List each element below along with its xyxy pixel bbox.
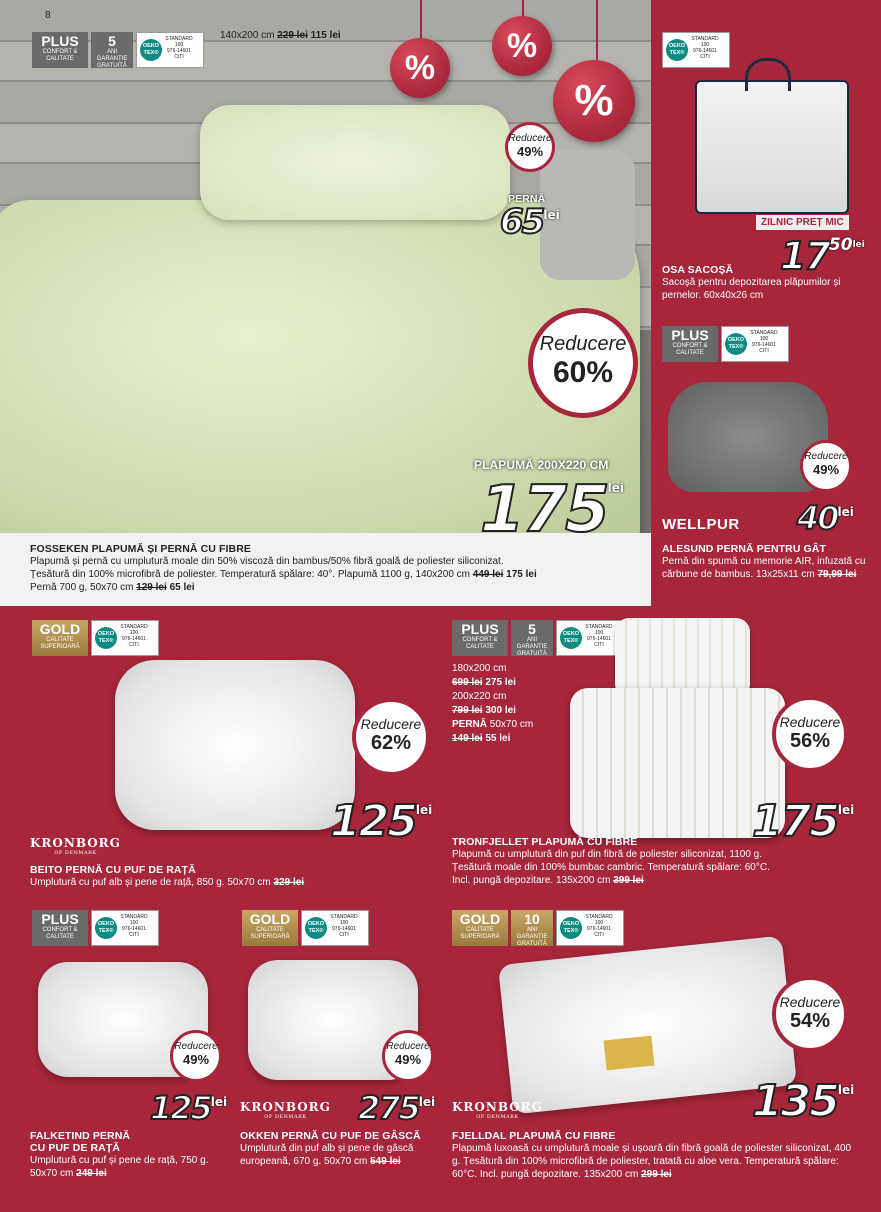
okken-badges [242,910,369,946]
fjelldal-price: $135^{lei}$ [752,1076,855,1127]
okken-price: $275^{lei}$ [358,1089,436,1127]
tag-string [420,0,422,38]
osa-price: $17^{50lei}$ [780,234,865,278]
plus-badge: PLUS CONFORT & CALITATE [452,620,508,656]
bag-handle [745,58,791,91]
warranty-badge: 5 ANI GARANȚIE GRATUITĂ [511,620,553,656]
fjelldal-badges [452,910,624,946]
tronfjellet-sizes: 180x200 cm 699 lei 275 lei 200x220 cm 799 lei 300 lei PERNĂ 50x70 cm 149 lei 55 lei [452,663,534,744]
tronfjellet-price: $175^{lei}$ [752,796,855,847]
oeko-tex-badge: OEKO TEX® STANDARD 100 976-14601 CITI [301,910,369,946]
discount-bubble: Reducere 56% [772,696,848,772]
plus-badge: PLUS CONFORT & CALITATE [662,326,718,362]
osa-caption [662,264,872,302]
fjelldal-caption [452,1130,852,1181]
pillow-label: PERNĂ [508,193,546,205]
product-title: OSA SACOȘĂ [662,264,734,276]
discount-bubble: Reducere 62% [352,698,430,776]
alesund-caption [662,543,872,581]
kronborg-logo: KRONBORG OF DENMARK [30,836,121,856]
pillow-image [200,105,510,220]
tronfjellet-badges [452,620,624,656]
product-title: ALESUND PERNĂ PENTRU GÂT [662,543,826,555]
falketind-price: $125^{lei}$ [150,1089,228,1127]
product-desc: Pernă 700 g, 50x70 cm 129 lei 65 lei [30,582,195,593]
pattern-pillow-image [615,618,750,698]
page-number: 8 [45,10,51,21]
alesund-price: $40^{lei}$ [797,499,854,537]
osa-badges [662,32,730,68]
product-desc: Umplutură din puf alb și pene de gâscă europeană, 670 g. 50x70 cm 549 lei [240,1143,414,1167]
beito-price: $125^{lei}$ [330,796,433,847]
tronfjellet-caption [452,836,782,887]
warranty-badge: 5 ANI GARANȚIE GRATUITĂ [91,32,133,68]
product-desc: Sacoșă pentru depozitarea plăpumilor și pernelor. 60x40x26 cm [662,277,841,301]
oeko-tex-badge: OEKO TEX® STANDARD 100 976-14601 CITI [721,326,789,362]
plus-badge: PLUS CONFORT & CALITATE [32,32,88,68]
tag-string [596,0,598,60]
discount-bubble: Reducere 60% [528,308,638,418]
oeko-tex-badge: OEKO TEX® STANDARD 100 976-14601 CITI [556,910,624,946]
kronborg-logo: KRONBORG OF DENMARK [240,1100,331,1120]
product-title: FOSSEKEN PLAPUMĂ ȘI PERNĂ CU FIBRE [30,543,252,555]
wellpur-logo: WELLPUR [662,516,740,533]
beito-badges [32,620,159,656]
gold-badge: GOLD CALITATE SUPERIOARĂ [32,620,88,656]
product-title: TRONFJELLET PLAPUMĂ CU FIBRE [452,836,638,848]
main-label: PLAPUMĂ 200X220 CM [474,458,609,472]
product-desc: Plapumă cu umplutură din puf din fibră de poliester siliconizat, 1100 g. Țesătură moale din 100% bumbac cambric. Temperatură spălare: 60°C. Incl. pungă depozitare. 135x200 cm 399 lei [452,849,770,886]
hero-caption [30,543,630,594]
everyday-low-price-flag: ZILNIC PREȚ MIC [756,215,849,230]
discount-bubble: Reducere 49% [800,440,852,492]
product-desc: Plapumă luxoasă cu umplutură moale și ușoară din fibră goală de poliester siliconizat, 400 g. Țesătură din 100% microfibră de poliester, tratată cu aloe vera. Temperatură spălare: 60°C. Incl. pungă depozitare. 135x200 cm 299 lei [452,1143,852,1180]
okken-caption [240,1130,435,1168]
oeko-tex-badge: OEKO TEX® STANDARD 100 976-14601 CITI [662,32,730,68]
duck-pillow-image [115,660,355,830]
oeko-tex-badge: OEKO TEX® STANDARD 100 976-14601 CITI [556,620,624,656]
storage-bag-image [695,80,849,214]
product-title: FJELLDAL PLAPUMĂ CU FIBRE [452,1130,616,1142]
product-desc: Pernă din spumă cu memorie AIR, infuzată cu cărbune de bambus. 13x25x11 cm 79,99 lei [662,556,866,580]
discount-bubble: Reducere 49% [505,122,555,172]
beito-caption [30,864,430,889]
hero-badges [32,32,204,68]
gold-badge: GOLD CALITATE SUPERIOARĂ [452,910,508,946]
product-title: BEITO PERNĂ CU PUF DE RAȚĂ [30,864,196,876]
product-title: OKKEN PERNĂ CU PUF DE GÂSCĂ [240,1130,421,1142]
oeko-tex-badge: OEKO TEX® STANDARD 100 976-14601 CITI [91,620,159,656]
alesund-badges [662,326,789,362]
product-title: CU PUF DE RAȚĂ [30,1142,121,1154]
warranty-badge: 10 ANI GARANȚIE GRATUITĂ [511,910,553,946]
product-title: FALKETIND PERNĂ [30,1130,131,1142]
hero-extra-size: 140x200 cm 229 lei 115 lei [220,30,341,41]
main-price: $175^{lei}$ [480,473,624,547]
oeko-tex-badge: OEKO TEX® STANDARD 100 976-14601 CITI [136,32,204,68]
percent-tag: % [553,60,635,142]
product-desc: Țesătură din 100% microfibră de poliester. Temperatură spălare: 40°. Plapumă 1100 g, 140x200 cm 449 lei 175 lei [30,569,537,580]
discount-bubble: Reducere 49% [170,1030,222,1082]
gold-badge: GOLD CALITATE SUPERIOARĂ [242,910,298,946]
product-desc: Umplutură cu puf alb și pene de rață, 850 g. 50x70 cm 329 lei [30,877,305,888]
falketind-badges [32,910,159,946]
falketind-caption [30,1130,225,1180]
product-desc: Umplutură cu puf și pene de rață, 750 g. 50x70 cm 249 lei [30,1155,209,1179]
pillow-price: $65^{lei}$ [500,202,560,242]
kronborg-logo: KRONBORG OF DENMARK [452,1100,543,1120]
plus-badge: PLUS CONFORT & CALITATE [32,910,88,946]
gold-label-image [604,1036,655,1071]
percent-tag: % [492,16,552,76]
product-desc: Plapumă și pernă cu umplutură moale din 50% viscoză din bambus/50% fibră goală de poliester siliconizat. [30,556,504,567]
discount-bubble: Reducere 49% [382,1030,434,1082]
percent-tag: % [390,38,450,98]
oeko-tex-badge: OEKO TEX® STANDARD 100 976-14601 CITI [91,910,159,946]
discount-bubble: Reducere 54% [772,976,848,1052]
